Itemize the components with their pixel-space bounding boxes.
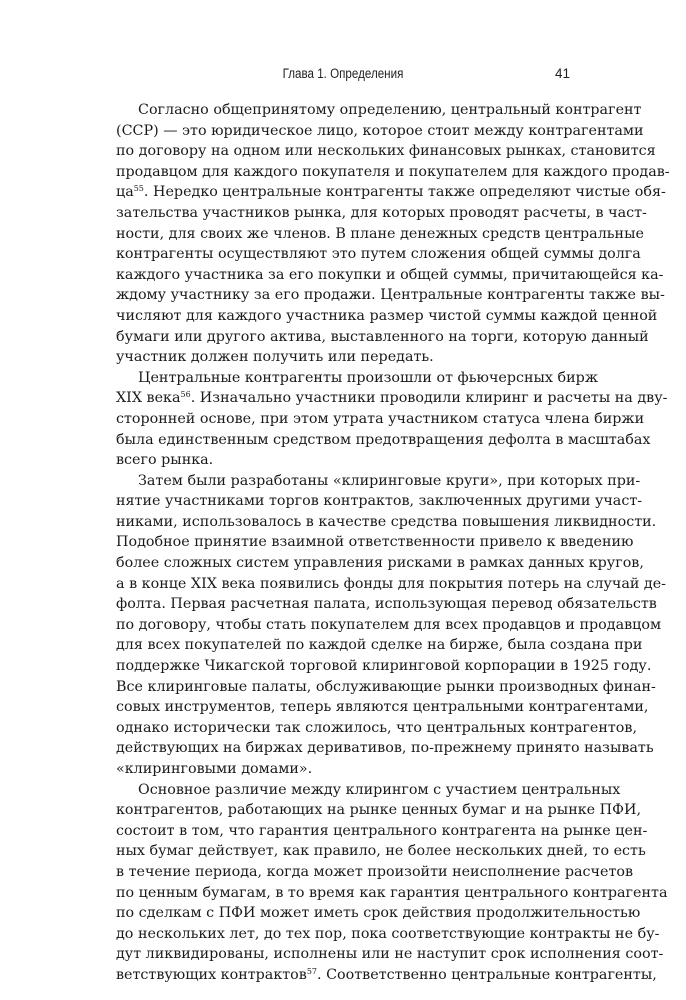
text-line: ца$^{55}$. Нередко центральные контрагенты также определяют чистые обя- (116, 184, 666, 201)
page-number: 41 (554, 66, 570, 81)
running-header (116, 66, 570, 86)
text-line: продавцом для каждого покупателя и покупателем для каждого продав- (116, 163, 670, 180)
text-line: действующих на биржах деривативов, по-прежнему принято называть (116, 740, 654, 757)
text-line: Затем были разработаны «клиринговые круги», при которых при- (138, 472, 641, 489)
text-line: ветствующих контрактов$^{57}$. Соответственно центральные контрагенты, (116, 966, 657, 983)
footnote-reference: 57 (306, 966, 318, 976)
text-line: фолта. Первая расчетная палата, использующая перевод обязательств (116, 596, 657, 613)
text-line: ждому участнику за его продажи. Центральные контрагенты также вы- (116, 287, 665, 304)
text-line: Основное различие между клирингом с участием центральных (138, 781, 621, 798)
text-line: бумаги или другого актива, выставленного на торги, которую данный (116, 328, 649, 345)
text-line: Согласно общепринятому определению, центральный контрагент (138, 102, 642, 118)
text-line: XIX века$^{56}$. Изначально участники проводили клиринг и расчеты на дву- (116, 390, 668, 407)
text-line: участник должен получить или передать. (116, 349, 434, 366)
text-line: (CCP) — это юридическое лицо, которое стоит между контрагентами (116, 122, 644, 139)
footnote-reference: 55 (133, 184, 144, 194)
text-line: поддержке Чикагской торговой клиринговой корпорации в 1925 году. (116, 658, 652, 675)
footnote-reference: 56 (180, 390, 191, 400)
text-line: однако исторически так сложилось, что центральных контрагентов, (116, 719, 637, 736)
text-line: контрагентов, работающих на рынке ценных бумаг и на рынке ПФИ, (116, 802, 642, 819)
text-line: более сложных систем управления рисками в рамках данных кругов, (116, 555, 644, 572)
text-line: «клиринговыми домами». (116, 761, 313, 777)
text-line: всего рынка. (116, 452, 214, 469)
text-line: для всех покупателей по каждой сделке на бирже, была создана при (116, 637, 643, 654)
text-line: Центральные контрагенты произошли от фьючерсных бирж (138, 369, 598, 386)
chapter-title: Глава 1. Определения (282, 66, 404, 81)
paragraph (116, 780, 668, 986)
text-line: по ценным бумагам, в то время как гарантия центрального контрагента (116, 884, 668, 901)
text-line: никами, использовалось в качестве средства повышения ликвидности. (116, 513, 657, 530)
text-line: совых инструментов, теперь являются центральными контрагентами, (116, 699, 649, 716)
text-line: числяют для каждого участника размер чистой суммы каждой ценной (116, 307, 658, 324)
text-line: была единственным средством предотвращения дефолта в масштабах (116, 431, 651, 448)
paragraph (116, 100, 670, 368)
text-line: контрагенты осуществляют это путем сложения общей суммы долга (116, 246, 641, 263)
text-line: по договору, чтобы стать покупателем для всех продавцов и продавцом (116, 616, 662, 633)
text-line: зательства участников рынка, для которых проводят расчеты, в част- (116, 204, 647, 221)
text-line: по договору на одном или нескольких финансовых рынках, становится (116, 143, 656, 160)
text-line: нятие участниками торгов контрактов, заключенных другими участ- (116, 493, 643, 510)
paragraph (116, 471, 667, 780)
text-line: сторонней основе, при этом утрата участником статуса члена биржи (116, 410, 645, 427)
body-text (116, 100, 670, 986)
text-line: каждого участника за его покупки и общей суммы, причитающейся ка- (116, 266, 664, 283)
text-line: дут ликвидированы, исполнены или не наступит срок исполнения соот- (116, 946, 664, 963)
text-line: а в конце XIX века появились фонды для покрытия потерь на случай де- (116, 575, 667, 592)
text-line: состоит в том, что гарантия центрального контрагента на рынке цен- (116, 822, 648, 839)
text-line: ных бумаг действует, как правило, не более нескольких дней, то есть (116, 843, 646, 860)
paragraph (116, 368, 668, 471)
text-line: Все клиринговые палаты, обслуживающие рынки производных финан- (116, 678, 656, 695)
text-line: в течение периода, когда может произойти неисполнение расчетов (116, 863, 634, 880)
text-line: ности, для своих же членов. В плане денежных средств центральные (116, 225, 644, 242)
text-line: Подобное принятие взаимной ответственности привело к введению (116, 534, 634, 551)
text-line: до нескольких лет, до тех пор, пока соответствующие контракты не бу- (116, 925, 660, 942)
text-line: по сделкам с ПФИ может иметь срок действия продолжительностью (116, 905, 641, 922)
